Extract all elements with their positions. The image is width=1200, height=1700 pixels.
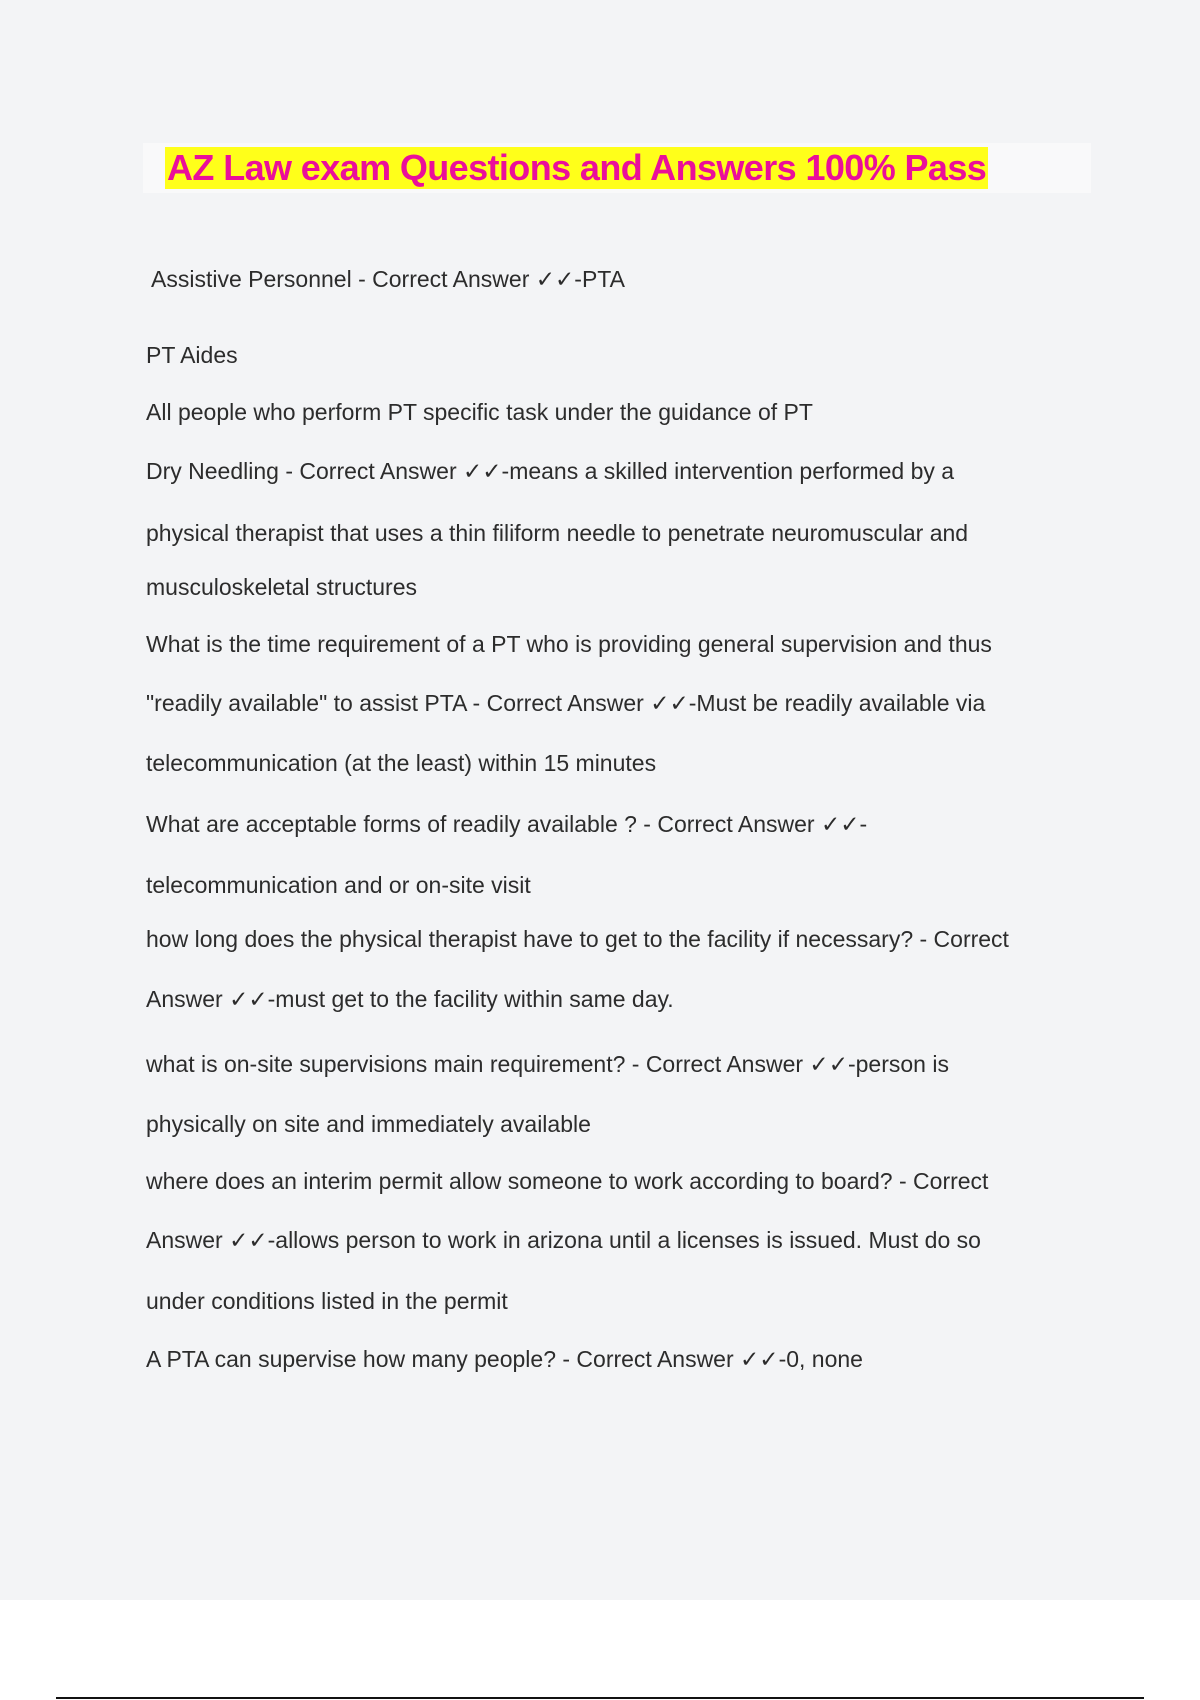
text-line: what is on-site supervisions main requirement? - Correct Answer ✓✓-person is [146, 1051, 949, 1077]
text-line: musculoskeletal structures [146, 574, 417, 600]
text-line: Answer ✓✓-must get to the facility within same day. [146, 986, 674, 1012]
text-line: Dry Needling - Correct Answer ✓✓-means a skilled intervention performed by a [146, 458, 955, 484]
document-title: AZ Law exam Questions and Answers 100% Pass [167, 147, 987, 188]
text-line: All people who perform PT specific task under the guidance of PT [146, 399, 813, 425]
text-line: Answer ✓✓-allows person to work in arizona until a licenses is issued. Must do so [146, 1227, 981, 1253]
text-line: PT Aides [146, 342, 238, 368]
text-line: "readily available" to assist PTA - Correct Answer ✓✓-Must be readily available via [146, 690, 986, 716]
text-line: how long does the physical therapist have to get to the facility if necessary? - Correct [146, 926, 1009, 952]
text-line: Assistive Personnel - Correct Answer ✓✓-PTA [151, 266, 625, 292]
footer-divider [56, 1697, 1144, 1699]
text-line: telecommunication and or on-site visit [146, 872, 531, 898]
text-line: physically on site and immediately available [146, 1111, 591, 1137]
text-line: telecommunication (at the least) within 15 minutes [146, 750, 657, 776]
text-line: physical therapist that uses a thin filiform needle to penetrate neuromuscular and [146, 520, 969, 546]
text-line: under conditions listed in the permit [146, 1288, 508, 1314]
text-line: where does an interim permit allow someone to work according to board? - Correct [146, 1168, 989, 1194]
text-line: What are acceptable forms of readily available ? - Correct Answer ✓✓- [146, 811, 868, 837]
text-line: A PTA can supervise how many people? - Correct Answer ✓✓-0, none [146, 1346, 863, 1372]
text-line: What is the time requirement of a PT who is providing general supervision and thus [146, 631, 992, 657]
